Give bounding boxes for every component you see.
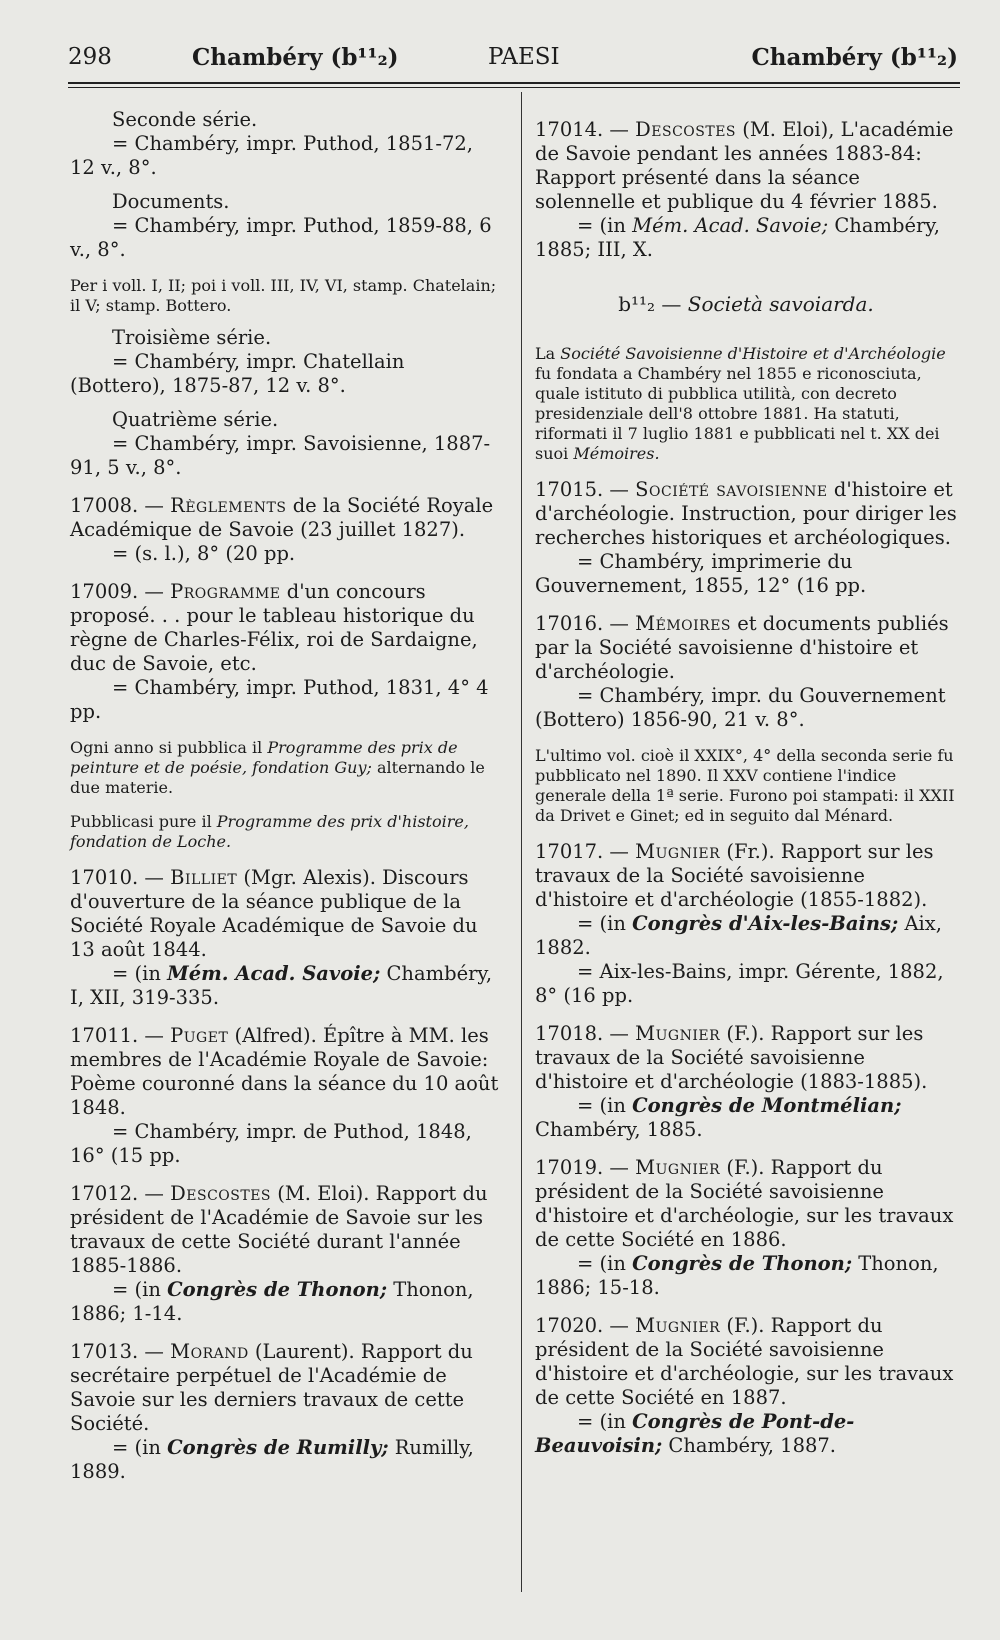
- imprint-prefix: = (in: [112, 1436, 161, 1459]
- entry-17010: [70, 866, 500, 962]
- entry-imprint: [535, 912, 957, 960]
- entry-17012: [70, 1182, 500, 1278]
- entry-text: (M. Eloi), L'académie de Savoie pendant les années 1883-84: Rapport présenté dans la séance solennelle et publique du 4 février 1885.: [535, 118, 954, 213]
- imprint-rest: Thonon, 1886; 1-14.: [70, 1278, 474, 1325]
- entry-17020: [535, 1314, 957, 1410]
- imprint-source: Mém. Acad. Savoie;: [632, 214, 829, 237]
- entry-imprint: [535, 214, 957, 262]
- entry-imprint: [70, 1436, 500, 1484]
- imprint-rest: Thonon, 1886; 15-18.: [535, 1252, 939, 1299]
- entry-text: et documents publiés par la Société savoisienne d'histoire et d'archéologie.: [535, 612, 949, 683]
- header-rule-thin: [68, 87, 960, 88]
- note-text: alternando le due materie.: [70, 758, 485, 797]
- series-imprint: = Chambéry, impr. Puthod, 1851-72, 12 v., 8°.: [70, 132, 474, 179]
- imprint-rest: Chambéry, 1885; III, X.: [535, 214, 940, 261]
- series-title: Documents.: [112, 190, 230, 213]
- entry-author: Descostes: [170, 1182, 272, 1205]
- entry-17013: [70, 1340, 500, 1436]
- entry-text: de la Société Royale Académique de Savoie (23 juillet 1827).: [70, 494, 494, 541]
- header-title-right: Chambéry (b¹¹₂): [751, 44, 958, 71]
- series-title: Troisième série.: [112, 326, 272, 349]
- imprint-rest: Aix, 1882.: [535, 912, 942, 959]
- entry-imprint: = Chambéry, impr. de Puthod, 1848, 16° (15 pp.: [70, 1120, 472, 1167]
- entry-imprint: [70, 1278, 500, 1326]
- imprint-rest: Rumilly, 1889.: [70, 1436, 474, 1483]
- series-imprint: = Chambéry, impr. Puthod, 1859-88, 6 v., 8°.: [70, 214, 492, 261]
- entry-imprint: [70, 962, 500, 1010]
- entry-17014: [535, 118, 957, 214]
- entry-17018: [535, 1022, 957, 1094]
- entry-number: 17011. —: [70, 1024, 164, 1047]
- entry-author: Billiet: [170, 866, 238, 889]
- entry-text: (F.). Rapport du président de la Société savoisienne d'histoire et d'archéologie, sur les travaux de cette Société en 1887.: [535, 1314, 954, 1409]
- entry-imprint: = Chambéry, impr. Puthod, 1831, 4° 4 pp.: [70, 676, 489, 723]
- note-text: Ogni anno si pubblica il: [70, 738, 263, 757]
- entry-text: (F.). Rapport sur les travaux de la Société savoisienne d'histoire et d'archéologie (1883-1885).: [535, 1022, 928, 1093]
- running-header: [68, 38, 958, 78]
- entry-text: (Alfred). Épître à MM. les membres de l'Académie Royale de Savoie: Poème couronné dans la séance du 10 août 1848.: [70, 1024, 499, 1119]
- imprint-source: Congrès de Montmélian;: [632, 1094, 902, 1117]
- entry-text: d'histoire et d'archéologie. Instruction, pour diriger les recherches historiques et archéologiques.: [535, 478, 957, 549]
- entry-imprint: = Chambéry, impr. du Gouvernement (Bottero) 1856-90, 21 v. 8°.: [535, 684, 946, 731]
- entry-17008: [70, 494, 500, 542]
- entry-17017: [535, 840, 957, 912]
- page-number: 298: [68, 44, 112, 70]
- left-column: [70, 108, 500, 1484]
- entry-number: 17015. —: [535, 478, 629, 501]
- imprint-prefix: = (in: [577, 1252, 626, 1275]
- entry-text: (Laurent). Rapport du secrétaire perpétuel de l'Académie de Savoie sur les derniers travaux de cette Société.: [70, 1340, 473, 1435]
- entry-imprint: [535, 1094, 957, 1142]
- header-center: PAESI: [488, 44, 560, 70]
- entry-author: Mugnier: [635, 1022, 721, 1045]
- entry-author: Société savoisienne: [635, 478, 828, 501]
- section-intro: [535, 344, 957, 464]
- imprint-rest: Chambéry, 1887.: [668, 1434, 837, 1457]
- entry-text: d'un concours proposé. . . pour le tableau historique du règne de Charles-Félix, roi de Sardaigne, duc de Savoie, etc.: [70, 580, 478, 675]
- entry-number: 17017. —: [535, 840, 629, 863]
- entry-number: 17014. —: [535, 118, 629, 141]
- imprint-prefix: = (in: [112, 1278, 161, 1301]
- imprint-source: Congrès d'Aix-les-Bains;: [632, 912, 899, 935]
- entry-note: [70, 738, 500, 798]
- entry-author: Règlements: [170, 494, 287, 517]
- imprint-prefix: = (in: [577, 1410, 626, 1433]
- entry-number: 17013. —: [70, 1340, 164, 1363]
- entry-author: Descostes: [635, 118, 737, 141]
- series-title: Quatrième série.: [112, 408, 279, 431]
- imprint-source: Congrès de Thonon;: [632, 1252, 853, 1275]
- entry-17015: [535, 478, 957, 550]
- right-column: [535, 118, 957, 1458]
- series-title: Seconde série.: [112, 108, 258, 131]
- entry-text: (Mgr. Alexis). Discours d'ouverture de la séance publique de la Société Royale Académique de Savoie du 13 août 1844.: [70, 866, 478, 961]
- series-imprint: = Chambéry, impr. Chatellain (Bottero), 1875-87, 12 v. 8°.: [70, 350, 405, 397]
- intro-text: La: [535, 344, 556, 363]
- imprint-source: Congrès de Rumilly;: [167, 1436, 389, 1459]
- imprint-prefix: = (in: [577, 1094, 626, 1117]
- entry-author: Programme: [170, 580, 281, 603]
- entry-17009: [70, 580, 500, 676]
- entry-text: (Fr.). Rapport sur les travaux de la Société savoisienne d'histoire et d'archéologie (1855-1882).: [535, 840, 934, 911]
- column-divider: [521, 92, 522, 1592]
- imprint-prefix: = (in: [577, 214, 626, 237]
- imprint-rest: Chambéry, I, XII, 319-335.: [70, 962, 493, 1009]
- entry-number: 17008. —: [70, 494, 164, 517]
- entry-imprint: = (s. l.), 8° (20 pp.: [112, 542, 296, 565]
- entry-author: Mugnier: [635, 840, 721, 863]
- entry-number: 17016. —: [535, 612, 629, 635]
- note-text: Pubblicasi pure il: [70, 812, 212, 831]
- series-imprint: = Chambéry, impr. Savoisienne, 1887-91, 5 v., 8°.: [70, 432, 491, 479]
- note-title: Programme des prix d'histoire, fondation de Loche.: [70, 812, 469, 851]
- entry-number: 17009. —: [70, 580, 164, 603]
- entry-number: 17020. —: [535, 1314, 629, 1337]
- imprint-source: Congrès de Pont-de-Beauvoisin;: [535, 1410, 855, 1457]
- entry-imprint: [535, 1252, 957, 1300]
- entry-author: Puget: [170, 1024, 229, 1047]
- entry-imprint: = Chambéry, imprimerie du Gouvernement, 1855, 12° (16 pp.: [535, 550, 867, 597]
- intro-memoires: Mémoires.: [573, 444, 660, 463]
- entry-17019: [535, 1156, 957, 1252]
- entry-author: Mémoires: [635, 612, 732, 635]
- entry-author: Mugnier: [635, 1156, 721, 1179]
- imprint-prefix: = (in: [577, 912, 626, 935]
- entry-imprint: = Aix-les-Bains, impr. Gérente, 1882, 8° (16 pp.: [535, 960, 944, 1007]
- note-title: Programme des prix de peinture et de poésie, fondation Guy;: [70, 738, 458, 777]
- header-rule: [68, 82, 960, 84]
- entry-number: 17010. —: [70, 866, 164, 889]
- entry-text: (F.). Rapport du président de la Société savoisienne d'histoire et d'archéologie, sur les travaux de cette Société en 1886.: [535, 1156, 954, 1251]
- imprint-prefix: = (in: [112, 962, 161, 985]
- section-label: b¹¹₂ —: [618, 292, 682, 316]
- entry-number: 17019. —: [535, 1156, 629, 1179]
- entry-author: Morand: [170, 1340, 249, 1363]
- intro-text: fu fondata a Chambéry nel 1855 e riconosciuta, quale istituto di pubblica utilità, con decreto presidenziale dell'8 ottobre 1881. Ha statuti, riformati il 7 luglio 1881 e pubblicati nel t. XX dei suoi: [535, 364, 940, 463]
- imprint-rest: Chambéry, 1885.: [535, 1118, 703, 1141]
- entry-author: Mugnier: [635, 1314, 721, 1337]
- entry-note: L'ultimo vol. cioè il XXIX°, 4° della seconda serie fu pubblicato nel 1890. Il XXV contiene l'indice generale della 1ª serie. Furono poi stampati: il XXII da Drivet e Ginet; ed in seguito dal Ménard.: [535, 746, 955, 825]
- entry-note: [70, 812, 500, 852]
- intro-society: Société Savoisienne d'Histoire et d'Archéologie: [560, 344, 946, 363]
- entry-text: (M. Eloi). Rapport du président de l'Académie de Savoie sur les travaux de cette Société durant l'année 1885-1886.: [70, 1182, 488, 1277]
- imprint-source: Mém. Acad. Savoie;: [167, 962, 381, 985]
- volumes-note: Per i voll. I, II; poi i voll. III, IV, VI, stamp. Chatelain; il V; stamp. Bottero.: [70, 276, 497, 315]
- entry-imprint: [535, 1410, 957, 1458]
- entry-17016: [535, 612, 957, 684]
- entry-17011: [70, 1024, 500, 1120]
- header-title-left: Chambéry (b¹¹₂): [192, 44, 399, 71]
- entry-number: 17018. —: [535, 1022, 629, 1045]
- section-heading: [535, 292, 957, 316]
- section-title: Società savoiarda.: [687, 292, 874, 316]
- imprint-source: Congrès de Thonon;: [167, 1278, 388, 1301]
- entry-number: 17012. —: [70, 1182, 164, 1205]
